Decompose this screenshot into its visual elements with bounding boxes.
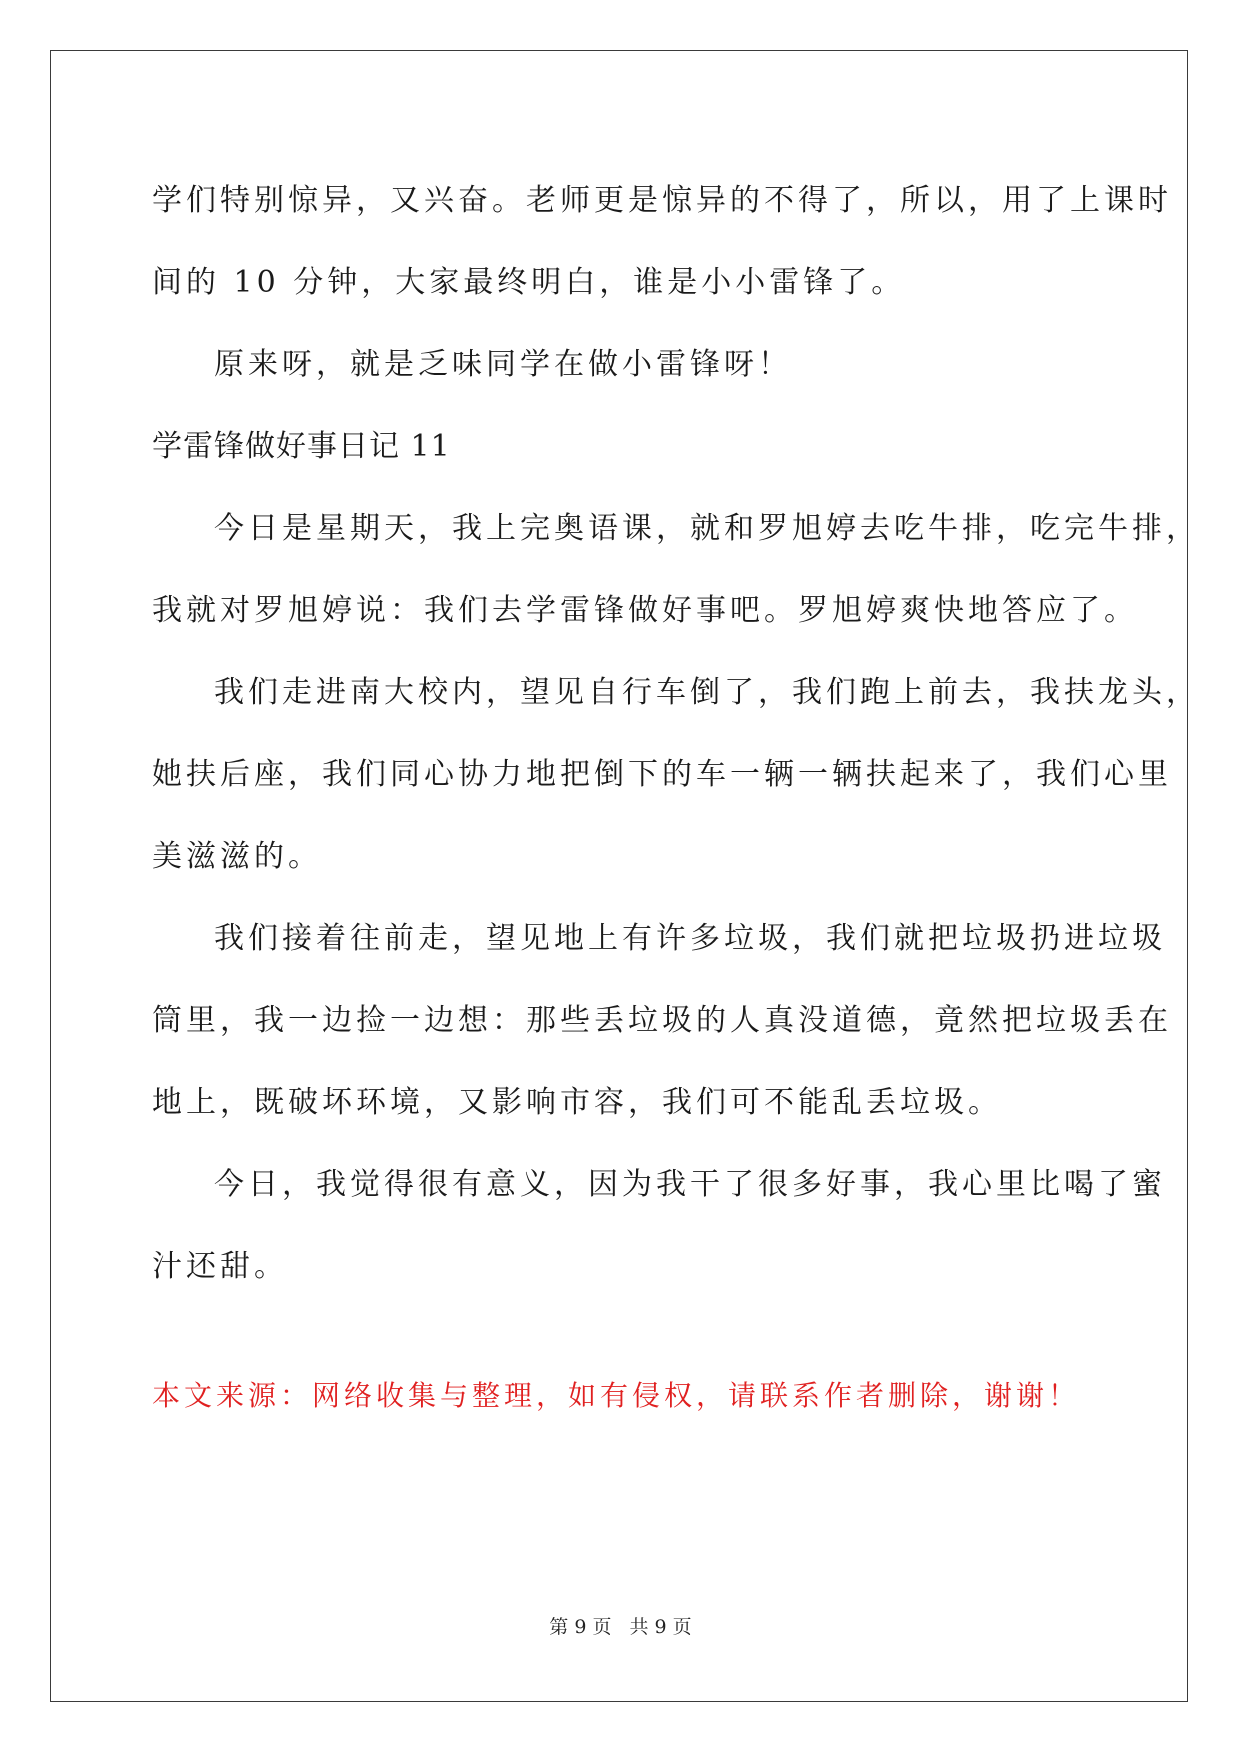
source-disclaimer: 本文来源：网络收集与整理，如有侵权，请联系作者删除，谢谢！ bbox=[152, 1379, 1081, 1412]
text-line: 学们特别惊异，又兴奋。老师更是惊异的不得了，所以，用了上课时 bbox=[152, 183, 1172, 218]
document-body bbox=[152, 160, 1200, 1308]
text-line: 汁还甜。 bbox=[152, 1249, 288, 1284]
total-page-count: 共 9 页 bbox=[629, 1616, 692, 1638]
section-heading: 学雷锋做好事日记 11 bbox=[152, 429, 451, 464]
text-line: 我就对罗旭婷说：我们去学雷锋做好事吧。罗旭婷爽快地答应了。 bbox=[152, 593, 1138, 628]
text-line: 她扶后座，我们同心协力地把倒下的车一辆一辆扶起来了，我们心里 bbox=[152, 757, 1172, 792]
text-line: 筒里，我一边捡一边想：那些丢垃圾的人真没道德，竟然把垃圾丢在 bbox=[152, 1003, 1172, 1038]
text-line: 间的 10 分钟，大家最终明白，谁是小小雷锋了。 bbox=[152, 265, 906, 300]
paragraph-start-line: 原来呀，就是乏味同学在做小雷锋呀！ bbox=[214, 347, 792, 382]
current-page-number: 第 9 页 bbox=[549, 1616, 612, 1638]
paragraph-start-line: 今日，我觉得很有意义，因为我干了很多好事，我心里比喝了蜜 bbox=[214, 1167, 1166, 1202]
paragraph-start-line: 我们接着往前走，望见地上有许多垃圾，我们就把垃圾扔进垃圾 bbox=[214, 921, 1166, 956]
text-line: 地上，既破坏环境，又影响市容，我们可不能乱丢垃圾。 bbox=[152, 1085, 1002, 1120]
page-footer bbox=[0, 1612, 1241, 1639]
paragraph-start-line: 我们走进南大校内，望见自行车倒了，我们跑上前去，我扶龙头， bbox=[214, 675, 1200, 710]
text-line: 美滋滋的。 bbox=[152, 839, 322, 874]
paragraph-start-line: 今日是星期天，我上完奥语课，就和罗旭婷去吃牛排，吃完牛排， bbox=[214, 511, 1200, 546]
